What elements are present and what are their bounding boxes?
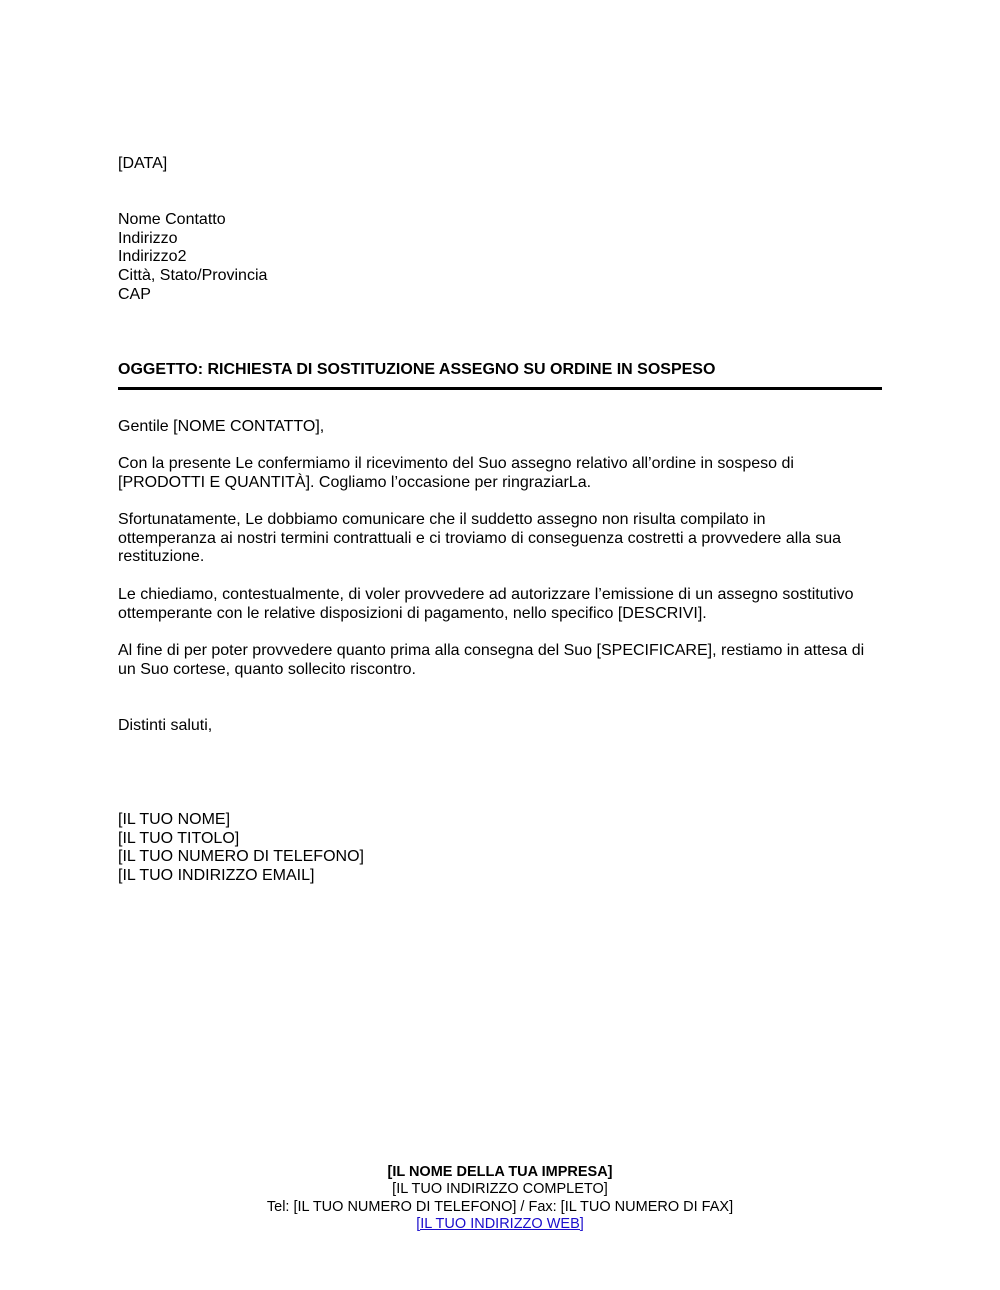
paragraph-line: Le chiediamo, contestualmente, di voler provvedere ad autorizzare l’emissione di un assegno sostitutivo — [118, 586, 854, 603]
paragraph-line: Al fine di per poter provvedere quanto prima alla consegna del Suo [SPECIFICARE], restiamo in attesa di — [118, 642, 865, 659]
recipient-name: Nome Contatto — [118, 211, 226, 228]
paragraph-line: ottemperante con le relative disposizioni di pagamento, nello specifico [DESCRIVI]. — [118, 604, 707, 622]
signer-title: [IL TUO TITOLO] — [118, 829, 240, 847]
recipient-address — [118, 211, 267, 305]
paragraph-line: Con la presente Le confermiamo il ricevimento del Suo assegno relativo all’ordine in sospeso di — [118, 455, 794, 472]
company-address: [IL TUO INDIRIZZO COMPLETO] — [392, 1181, 608, 1198]
salutation: Gentile [NOME CONTATTO], — [118, 418, 325, 435]
body-paragraph-4 — [118, 642, 888, 679]
body-paragraph-3 — [118, 586, 888, 623]
recipient-city-state: Città, Stato/Provincia — [118, 267, 268, 285]
signer-name: [IL TUO NOME] — [118, 811, 231, 828]
date-text: [DATA] — [118, 155, 168, 172]
company-phone-fax: Tel: [IL TUO NUMERO DI TELEFONO] / Fax: [IL TUO NUMERO DI FAX] — [266, 1198, 734, 1215]
company-name: [IL NOME DELLA TUA IMPRESA] — [387, 1164, 613, 1180]
signer-phone: [IL TUO NUMERO DI TELEFONO] — [118, 848, 364, 866]
company-website-link[interactable]: [IL TUO INDIRIZZO WEB] — [416, 1215, 584, 1232]
signer-email: [IL TUO INDIRIZZO EMAIL] — [118, 867, 315, 885]
subject-line: OGGETTO: RICHIESTA DI SOSTITUZIONE ASSEGNO SU ORDINE IN SOSPESO — [118, 361, 716, 378]
letterhead-footer — [0, 1164, 1000, 1233]
recipient-address-line-2: Indirizzo2 — [118, 248, 187, 266]
paragraph-line: [PRODOTTI E QUANTITÀ]. Cogliamo l’occasione per ringraziarLa. — [118, 473, 592, 491]
signature-block — [118, 811, 364, 886]
body-paragraph-2 — [118, 511, 888, 567]
paragraph-line: Sfortunatamente, Le dobbiamo comunicare che il suddetto assegno non risulta compilato in — [118, 511, 766, 528]
recipient-address-line-1: Indirizzo — [118, 229, 178, 247]
body-paragraph-1 — [118, 455, 888, 492]
paragraph-line: un Suo cortese, quanto sollecito riscontro. — [118, 660, 416, 678]
subject-divider — [118, 387, 882, 390]
paragraph-line: restituzione. — [118, 548, 205, 566]
letter-date — [118, 155, 167, 174]
recipient-zip: CAP — [118, 285, 151, 303]
paragraph-line: ottemperanza ai nostri termini contrattuali e ci troviamo di conseguenza costretti a provvedere alla sua — [118, 529, 842, 547]
closing: Distinti saluti, — [118, 717, 213, 734]
